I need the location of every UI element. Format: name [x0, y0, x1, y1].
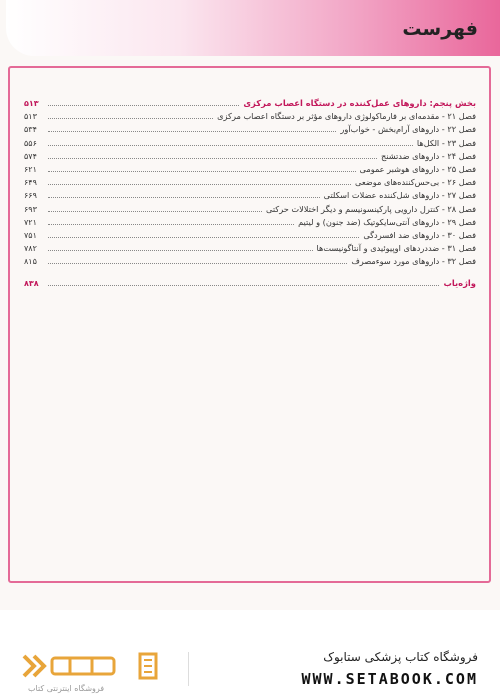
toc-chapter-label: فصل ۲۴ - داروهای ضدتشنج	[380, 150, 476, 161]
toc-chapter-label: فصل ۳۰ - داروهای ضد افسردگی	[363, 229, 476, 240]
toc-page-number: ۷۲۱	[24, 217, 37, 227]
toc-leader-dots	[48, 223, 294, 225]
toc-leader-dots	[48, 284, 439, 286]
toc-chapter-row	[24, 174, 476, 187]
toc-leader-dots	[48, 157, 377, 159]
toc-page-number: ۵۱۳	[24, 99, 39, 108]
toc-page-number: ۶۶۹	[24, 191, 37, 201]
page-header-band	[6, 0, 500, 56]
toc-chapter-row	[24, 148, 476, 161]
toc-page-number: ۵۵۶	[24, 138, 37, 148]
toc-part-label: بخش پنجم: داروهای عمل‌کننده در دستگاه اعصاب مرکزی	[243, 98, 476, 108]
store-footer	[0, 640, 500, 700]
toc-chapter-label: فصل ۲۳ - الکل‌ها	[416, 137, 476, 148]
toc-chapter-label: فصل ۳۲ - داروهای مورد سوءمصرف	[351, 256, 476, 267]
toc-page-number: ۶۲۱	[24, 164, 37, 174]
toc-leader-dots	[48, 170, 356, 172]
toc-page-number: ۵۳۴	[24, 125, 37, 135]
toc-page-number: ۸۱۵	[24, 257, 37, 267]
toc-index-label: واژه‌یاب	[443, 278, 476, 289]
toc-page-number: ۶۴۹	[24, 178, 37, 188]
toc-part-heading	[24, 94, 476, 108]
footer-divider	[188, 652, 189, 686]
toc-leader-dots	[48, 210, 262, 212]
toc-chapter-row	[24, 227, 476, 240]
toc-leader-dots	[48, 249, 313, 251]
toc-leader-dots	[48, 236, 359, 238]
store-url-link[interactable]: WWW.SETABOOK.COM	[301, 670, 478, 688]
toc-index-entry	[24, 274, 476, 288]
toc-page-number: ۷۸۲	[24, 244, 37, 254]
toc-chapter-label: فصل ۲۵ - داروهای هوشبر عمومی	[359, 163, 476, 174]
setabook-logo-icon	[20, 648, 170, 684]
store-name: فروشگاه کتاب پزشکی ستابوک	[323, 650, 478, 664]
toc-chapter-label: فصل ۲۹ - داروهای آنتی‌سایکوتیک (ضد جنون) و لیتیم	[298, 216, 476, 227]
toc-chapter-row	[24, 240, 476, 253]
toc-chapter-row	[24, 214, 476, 227]
toc-chapter-row	[24, 200, 476, 213]
toc-chapter-row	[24, 121, 476, 134]
toc-leader-dots	[48, 183, 351, 185]
toc-leader-dots	[48, 104, 239, 106]
toc-leader-dots	[48, 144, 413, 146]
logo-tagline: فروشگاه اینترنتی کتاب	[28, 684, 105, 693]
table-of-contents	[24, 94, 476, 288]
toc-chapter-label: فصل ۲۶ - بی‌حس‌کننده‌های موضعی	[355, 177, 476, 188]
toc-page-number: ۵۷۴	[24, 151, 37, 161]
toc-chapter-label: فصل ۲۷ - داروهای شل‌کننده عضلات اسکلتی	[323, 190, 476, 201]
toc-leader-dots	[48, 117, 213, 119]
toc-page-number: ۸۳۸	[24, 279, 39, 289]
toc-chapter-row	[24, 161, 476, 174]
toc-chapter-row	[24, 187, 476, 200]
toc-leader-dots	[48, 262, 347, 264]
toc-chapter-label: فصل ۲۱ - مقدمه‌ای بر فارماکولوژی داروهای مؤثر بر دستگاه اعصاب مرکزی	[217, 111, 476, 122]
toc-page-number: ۷۵۱	[24, 230, 37, 240]
toc-chapter-row	[24, 108, 476, 121]
toc-leader-dots	[48, 130, 336, 132]
toc-chapter-label: فصل ۲۸ - کنترل دارویی پارکینسونیسم و دیگر اختلالات حرکتی	[266, 203, 476, 214]
page-title: فهرست	[402, 18, 478, 40]
toc-chapter-row	[24, 134, 476, 147]
toc-page-number: ۵۱۳	[24, 112, 37, 122]
toc-leader-dots	[48, 196, 320, 198]
toc-page-number: ۶۹۳	[24, 204, 37, 214]
toc-chapter-label: فصل ۳۱ - ضددردهای اوپیوئیدی و آنتاگونیست‌ها	[316, 243, 476, 254]
toc-chapter-label: فصل ۲۲ - داروهای آرام‌بخش - خواب‌آور	[340, 124, 476, 135]
toc-chapter-row	[24, 253, 476, 266]
setabook-logo[interactable]	[20, 648, 170, 698]
